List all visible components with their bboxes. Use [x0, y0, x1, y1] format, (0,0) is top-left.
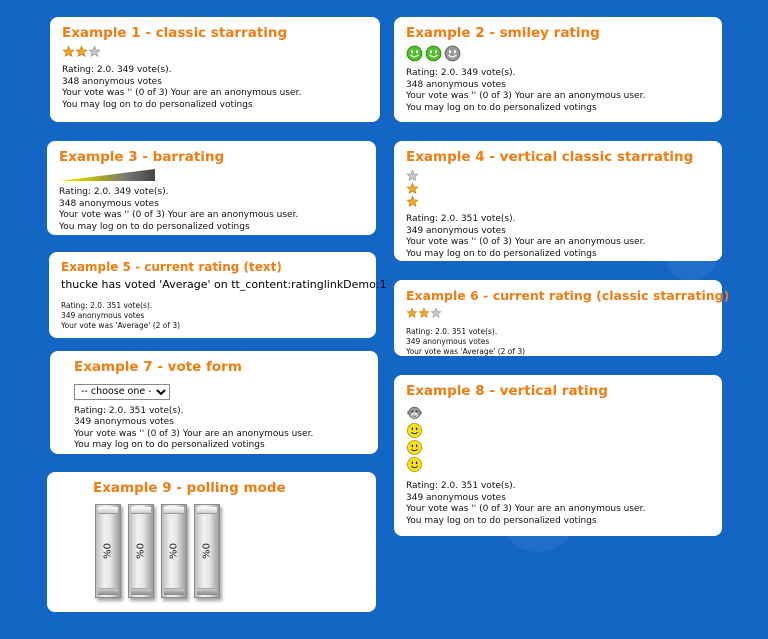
smiley-yellow-icon[interactable]: [406, 422, 423, 439]
rating-summary: Rating: 2.0. 349 vote(s).: [406, 68, 516, 78]
star-gold-icon[interactable]: [75, 45, 88, 58]
vertical-smiley-rating[interactable]: [406, 405, 710, 473]
vote-select[interactable]: [74, 384, 170, 400]
example-8-card: [394, 375, 722, 536]
example-9-card: [47, 472, 376, 612]
example-4-card: [394, 141, 722, 261]
smiley-yellow-icon[interactable]: [406, 456, 423, 473]
anonymous-votes: 349 anonymous votes: [61, 311, 145, 320]
star-gold-icon[interactable]: [418, 307, 430, 319]
example-1-card: [50, 17, 380, 122]
anonymous-votes: 349 anonymous votes: [74, 417, 174, 427]
your-vote: Your vote was '' (0 of 3) Your are an anonymous user.: [74, 428, 314, 439]
example-3-card: [47, 141, 376, 235]
star-grey-icon[interactable]: [430, 307, 442, 319]
your-vote: Your vote was '' (0 of 3) Your are an anonymous user.: [406, 237, 646, 247]
poll-percent-label: %0: [168, 543, 180, 559]
login-hint: You may log on to do personalized votings: [59, 221, 250, 232]
poll-option-bar[interactable]: [95, 504, 121, 598]
example-8-title: Example 8 - vertical rating: [406, 383, 608, 399]
star-gold-icon[interactable]: [406, 182, 419, 195]
example-1-title: Example 1 - classic starrating: [62, 25, 288, 41]
login-hint: You may log on to do personalized votings: [62, 99, 253, 110]
example-6-card: [394, 280, 730, 356]
smiley-green-icon[interactable]: [425, 45, 442, 62]
bar-rating[interactable]: [59, 169, 155, 181]
anonymous-votes: 348 anonymous votes: [62, 76, 162, 87]
star-rating[interactable]: [406, 307, 710, 321]
star-grey-icon[interactable]: [88, 45, 101, 58]
your-vote: Your vote was 'Average' (2 of 3): [61, 321, 181, 330]
login-hint: You may log on to do personalized votings: [406, 248, 597, 259]
poll-option-bar[interactable]: [161, 504, 187, 598]
your-vote: Your vote was 'Average' (2 of 3): [406, 347, 526, 356]
example-4-title: Example 4 - vertical classic starrating: [406, 149, 694, 165]
poll-option-bar[interactable]: [128, 504, 154, 598]
example-7-title: Example 7 - vote form: [74, 359, 242, 375]
anonymous-votes: 349 anonymous votes: [406, 337, 490, 346]
example-6-title: Example 6 - current rating (classic starrating): [406, 288, 730, 303]
login-hint: You may log on to do personalized votings: [74, 440, 265, 450]
anonymous-votes: 348 anonymous votes: [406, 79, 506, 90]
star-gold-icon[interactable]: [62, 45, 75, 58]
example-7-card: [50, 351, 378, 454]
anonymous-votes: 349 anonymous votes: [406, 225, 506, 236]
rating-summary: Rating: 2.0. 351 vote(s).: [406, 214, 516, 224]
anonymous-votes: 348 anonymous votes: [59, 198, 159, 209]
your-vote: Your vote was '' (0 of 3) Your are an anonymous user.: [62, 88, 302, 98]
example-9-title: Example 9 - polling mode: [93, 480, 286, 496]
anonymous-votes: 349 anonymous votes: [406, 492, 506, 503]
your-vote: Your vote was '' (0 of 3) Your are an anonymous user.: [406, 91, 646, 101]
poll-bars: [95, 504, 364, 598]
star-gold-icon[interactable]: [406, 195, 419, 208]
rating-summary: Rating: 2.0. 351 vote(s).: [61, 301, 153, 310]
example-3-title: Example 3 - barrating: [59, 149, 225, 165]
current-rating-text: thucke has voted 'Average' on tt_content:ratinglinkDemo:1: [61, 278, 387, 291]
rating-summary: Rating: 2.0. 351 vote(s).: [406, 481, 516, 491]
poll-percent-label: %0: [135, 543, 147, 559]
star-gold-icon[interactable]: [406, 307, 418, 319]
rating-summary: Rating: 2.0. 349 vote(s).: [62, 65, 172, 75]
example-5-title: Example 5 - current rating (text): [61, 260, 282, 274]
poll-option-bar[interactable]: [194, 504, 220, 598]
star-rating[interactable]: [62, 45, 368, 59]
login-hint: You may log on to do personalized votings: [406, 515, 597, 526]
poll-percent-label: %0: [102, 543, 114, 559]
example-2-card: [394, 17, 722, 122]
poll-percent-label: %0: [201, 543, 213, 559]
smiley-rating[interactable]: [406, 45, 710, 62]
example-2-title: Example 2 - smiley rating: [406, 25, 600, 41]
star-grey-icon[interactable]: [406, 169, 419, 182]
vertical-star-rating[interactable]: [406, 169, 710, 208]
rating-summary: Rating: 2.0. 351 vote(s).: [74, 405, 184, 416]
your-vote: Your vote was '' (0 of 3) Your are an anonymous user.: [59, 210, 299, 220]
rating-summary: Rating: 2.0. 349 vote(s).: [59, 187, 169, 197]
smiley-yellow-icon[interactable]: [406, 439, 423, 456]
smiley-grey-icon[interactable]: [444, 45, 461, 62]
your-vote: Your vote was '' (0 of 3) Your are an anonymous user.: [406, 504, 646, 514]
rating-summary: Rating: 2.0. 351 vote(s).: [406, 327, 498, 336]
example-5-card: [49, 252, 387, 338]
monkey-icon[interactable]: [406, 405, 423, 422]
login-hint: You may log on to do personalized votings: [406, 102, 597, 113]
smiley-green-icon[interactable]: [406, 45, 423, 62]
